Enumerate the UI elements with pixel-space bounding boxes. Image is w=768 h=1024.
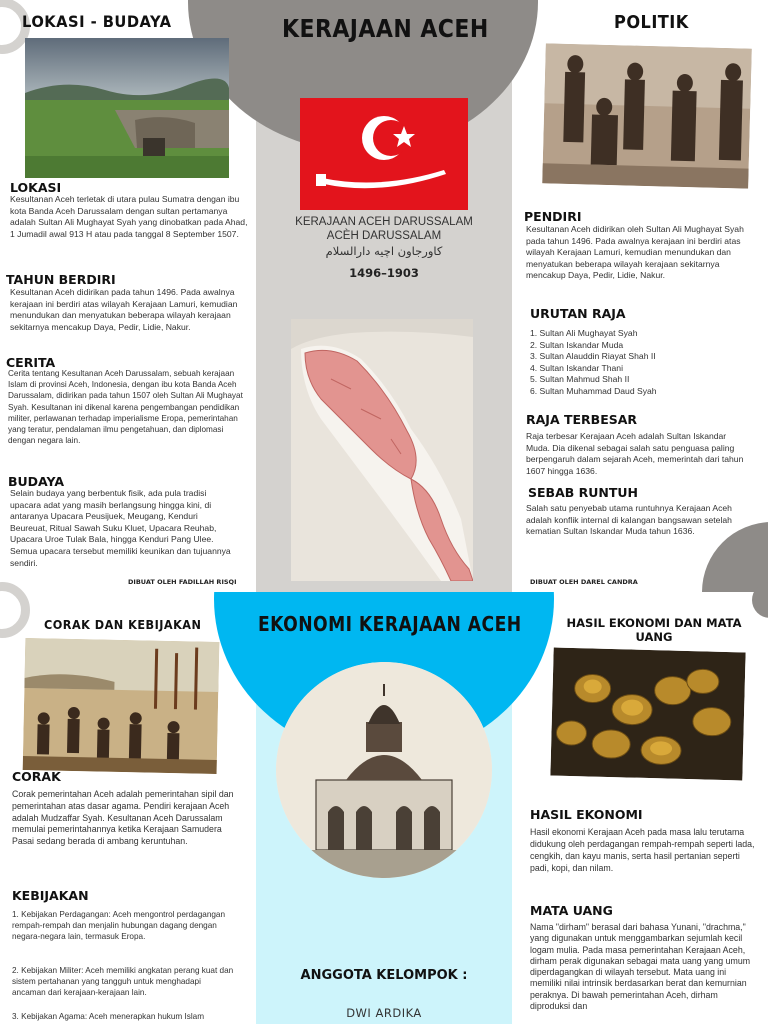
heading-lokasi: LOKASI bbox=[10, 180, 62, 195]
heading-raja-terbesar: RAJA TERBESAR bbox=[526, 412, 638, 427]
text-cerita: Cerita tentang Kesultanan Aceh Darussalam, sebuah kerajaan Islam di provinsi Aceh, Indonesia, dengan ibu kota Banda Aceh Darussalam, didirikan pada tahun 1507 oleh Sultan Ali Mughayat Syah. Kesultanan ini dikenal karena pengembangan pendidikan militer, perlawanan terhadap imperialisme Eropa, pemerintahan yang teratur, pendalaman ilmu pengetahuan, dan diplomasi dengan negara lain. bbox=[8, 369, 243, 446]
text-tahun-berdiri: Kesultanan Aceh didirikan pada tahun 1496. Pada awalnya kerajaan ini berdiri atas wilayah Kerajaan Lamuri, kemudian menundukan dan menyatukan beberapa wilayah kerajaan sekitarnya mencakup Daya, Pedir, Lidie, Nakur. bbox=[10, 287, 238, 332]
page-title: KERAJAAN ACEH bbox=[282, 14, 489, 43]
kebijakan-item-3: 3. Kebijakan Agama: Aceh menerapkan hukum Islam bbox=[12, 1012, 205, 1021]
header-lokasi-budaya: LOKASI - BUDAYA bbox=[22, 12, 172, 31]
text-mata-uang: Nama "dirham" berasal dari bahasa Yunani, "drachma," yang digunakan untuk menggambarkan sejumlah kecil logam mulia. Pada masa pemerintahan Kerajaan Aceh, dirham perak digunakan sebagai mata uang yang umum diperdagangkan di wilayah tersebut. Mata uang ini memiliki nilai intrinsik berdasarkan berat dan kemurnian peraknya. Di bawah pemerintahan Aceh, dirham diproduksi dan bbox=[530, 922, 751, 1012]
text-sebab-runtuh: Salah satu penyebab utama runtuhnya Kerajaan Aceh adalah konflik internal di kalangan bangsawan setelah kematian Sultan Iskandar Muda tahun 1636. bbox=[526, 503, 732, 537]
list-item: 1. Sultan Ali Mughayat Syah bbox=[530, 328, 638, 338]
list-item: 5. Sultan Mahmud Shah II bbox=[530, 374, 630, 385]
list-urutan-raja bbox=[530, 328, 750, 398]
heading-corak: CORAK bbox=[12, 769, 61, 784]
caption-name-line2: ACÈH DARUSSALAM bbox=[326, 230, 442, 242]
kebijakan-item-1: 1. Kebijakan Perdagangan: Aceh mengontrol perdagangan rempah-rempah dan menjalin hubungan dagang dengan negara-negara lain, termasuk Eropa. bbox=[12, 910, 226, 941]
territory-map bbox=[291, 319, 473, 581]
text-budaya: Selain budaya yang berbentuk fisik, ada pula tradisi upacara adat yang masih berlangsung hingga kini, di antaranya Upacara Peusijuek, Meugang, Kenduri Beureuat, Ritual Sawah Suku Kluet, Upacara Reuhab, Upacara Uroe Tulak Bala, hingga Kenduri Pang Ulee. Semua upacara tersebut memiliki keunikan dan tujuannya sendiri. bbox=[10, 488, 231, 568]
member-name: DWI ARDIKA bbox=[346, 1006, 422, 1020]
heading-hasil-ekonomi: HASIL EKONOMI bbox=[530, 807, 643, 822]
heading-kebijakan: KEBIJAKAN bbox=[12, 888, 89, 903]
heading-budaya: BUDAYA bbox=[8, 474, 65, 489]
historical-painting bbox=[23, 638, 220, 774]
header-corak-kebijakan: CORAK DAN KEBIJAKAN bbox=[44, 618, 202, 632]
heading-pendiri: PENDIRI bbox=[524, 209, 582, 224]
kebijakan-item-2: 2. Kebijakan Militer: Aceh memiliki angkatan perang kuat dan sistem pertahanan yang tangguh untuk menghadapi ancaman dari kerajaan-kerajaan lain. bbox=[12, 966, 234, 997]
header-politik: POLITIK bbox=[614, 12, 689, 33]
heading-sebab-runtuh: SEBAB RUNTUH bbox=[528, 485, 638, 500]
caption-years: 1496–1903 bbox=[349, 266, 419, 280]
credit-right: DIBUAT OLEH DAREL CANDRA bbox=[530, 578, 638, 586]
text-hasil-ekonomi: Hasil ekonomi Kerajaan Aceh pada masa lalu terutama didukung oleh perdagangan rempah-rempah seperti lada, cengkih, dan kayu manis, serta hasil pertanian seperti padi, kopi, dan nilam. bbox=[530, 827, 755, 873]
credit-left: DIBUAT OLEH FADILLAH RISQI bbox=[128, 578, 237, 586]
heading-mata-uang: MATA UANG bbox=[530, 903, 613, 918]
header-hasil-mata-uang-line1: HASIL EKONOMI DAN MATA bbox=[566, 616, 742, 630]
heading-cerita: CERITA bbox=[6, 355, 56, 370]
caption-arabic: كاورجاون اچيه دارالسلام bbox=[325, 244, 443, 258]
header-hasil-mata-uang-line2: UANG bbox=[635, 630, 673, 644]
aceh-flag bbox=[300, 98, 468, 210]
text-corak: Corak pemerintahan Aceh adalah pemerintahan sipil dan pemerintahan atas dasar agama. Pendiri kerajaan Aceh adalah Mudzaffar Syah. Kesultanan Aceh Darussalam memulai pemerintahannya ketika Kerajaan Samudera Pasai sedang berada di ambang keruntuhan. bbox=[12, 789, 234, 847]
text-raja-terbesar: Raja terbesar Kerajaan Aceh adalah Sultan Iskandar Muda. Dia dikenal sebagai salah satu penguasa paling berpengaruh dalam sejarah Aceh, memerintah dari tahun 1607 hingga 1636. bbox=[526, 431, 744, 476]
caption-name-line1: KERAJAAN ACEH DARUSSALAM bbox=[295, 216, 473, 228]
text-pendiri: Kesultanan Aceh didirikan oleh Sultan Ali Mughayat Syah pada tahun 1496. Pada awalnya kerajaan ini berdiri atas wilayah Kerajaan Lamuri, kemudian menundukan dan menyatukan beberapa wilayah kerajaan sekitarnya mencakup Daya, Pedir, Lidie, Nakur. bbox=[526, 224, 744, 281]
list-item: 3. Sultan Alauddin Riayat Shah II bbox=[530, 351, 656, 362]
heading-urutan-raja: URUTAN RAJA bbox=[530, 306, 626, 321]
heading-tahun-berdiri: TAHUN BERDIRI bbox=[6, 272, 116, 287]
landscape-photo bbox=[25, 38, 229, 178]
economy-title: EKONOMI KERAJAAN ACEH bbox=[258, 612, 522, 636]
list-item: 6. Sultan Muhammad Daud Syah bbox=[530, 385, 657, 396]
mosque-illustration bbox=[276, 662, 492, 878]
list-item: 4. Sultan Iskandar Thani bbox=[530, 362, 623, 373]
text-lokasi: Kesultanan Aceh terletak di utara pulau Sumatra dengan ibu kota Banda Aceh Darussalam dengan sultan pertamanya adalah Sultan Ali Mughayat Syah yang dinobatkan pada Ahad, 1 Jumadil awal 913 H atau pada tanggal 8 September 1507. bbox=[10, 194, 248, 239]
list-item: 2. Sultan Iskandar Muda bbox=[530, 339, 624, 350]
anggota-heading: ANGGOTA KELOMPOK : bbox=[300, 968, 468, 983]
coins-photo bbox=[550, 648, 745, 781]
historical-photo-politik bbox=[542, 43, 752, 188]
